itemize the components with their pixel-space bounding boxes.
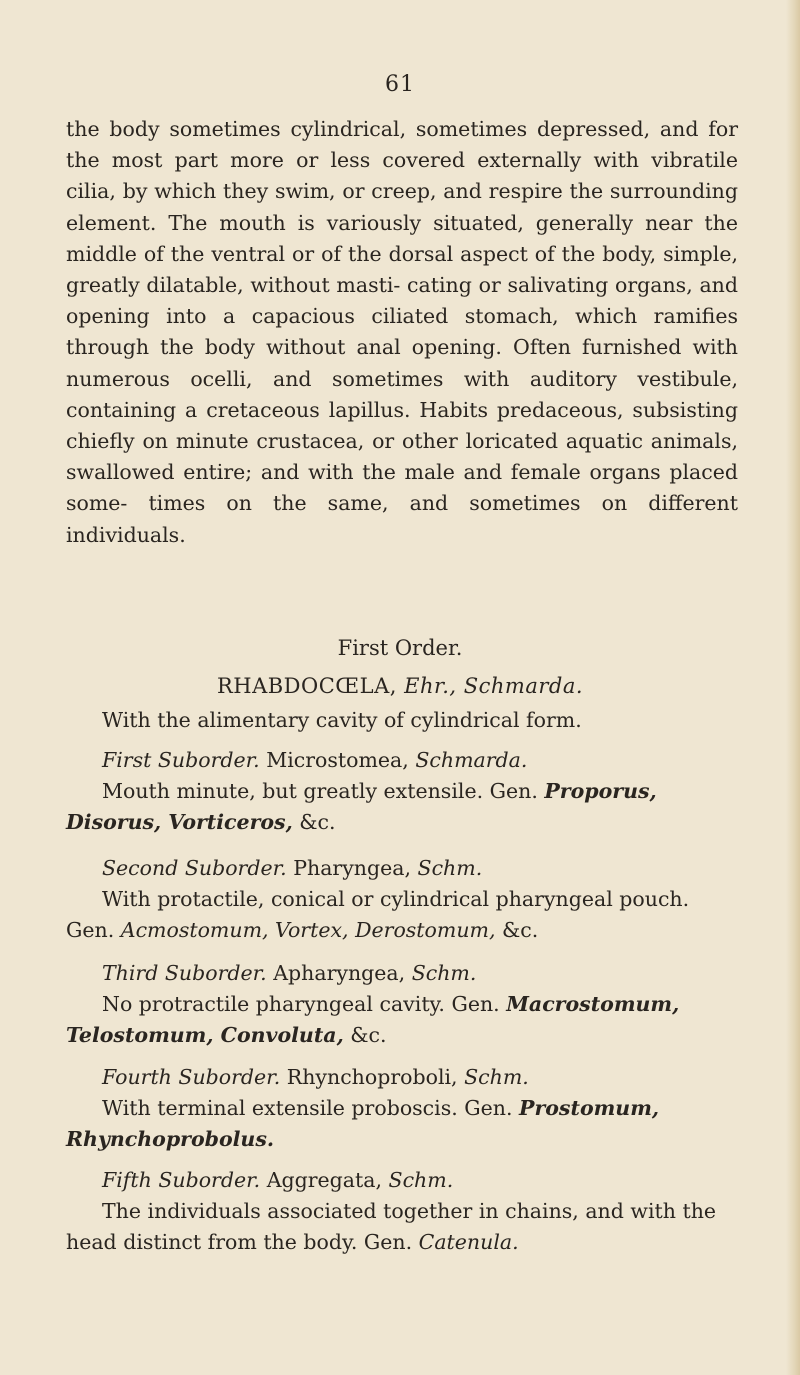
suborder-4 [66,1062,738,1156]
suborder-heading [66,745,738,776]
suborder-desc-lead: With terminal extensile proboscis. Gen. [102,1096,513,1121]
suborder-desc-lead: No protractile pharyngeal cavity. Gen. [102,992,500,1017]
suborder-name: Apharyngea, [273,961,406,985]
suborder-genera: Proporus, Disorus, Vorticeros, [66,779,657,835]
order-name-line [0,674,800,698]
suborder-desc-lead: Mouth minute, but greatly extensile. Gen. [102,779,538,804]
suborder-authority: Schm. [411,961,477,985]
suborder-3 [66,958,738,1052]
suborder-description [66,884,738,946]
suborder-name: Pharyngea, [293,856,411,880]
suborder-authority: Schm. [417,856,483,880]
suborder-tail: &c. [299,810,336,835]
suborder-description [66,1196,738,1258]
intro-text: the body sometimes cylindrical, sometimes depressed, and for the most part more or less covered externally with vibratile cilia, by which they swim, or creep, and respire the surrounding element. The mouth is variously situated, generally near the middle of the ventral or of the dorsal aspect of the body, simple, greatly dilatable, without masti- cating or salivating organs, and opening into a capacious ciliated stomach, which ramifies through the body without anal opening. Often furnished with numerous ocelli, and sometimes with auditory vestibule, containing a cretaceous lapillus. Habits predaceous, subsisting chiefly on minute crustacea, or other loricated aquatic animals, swallowed entire; and with the male and female organs placed some- times on the same, and sometimes on different individuals. [66,117,738,547]
suborder-desc-lead: The individuals associated together in chains, and with the head distinct from the body. Gen. [66,1199,717,1255]
page-number: 61 [385,72,415,97]
suborder-genera: Macrostomum, Telostomum, Convoluta, [66,992,680,1048]
suborder-tail: &c. [502,918,539,943]
suborder-label: Fourth Suborder. [102,1065,281,1089]
suborder-authority: Schmarda. [415,748,528,772]
order-name: RHABDOCŒLA, [216,674,397,698]
suborder-heading [66,1165,738,1196]
intro-paragraph [66,114,738,551]
suborder-1 [66,745,738,839]
suborder-label: Fifth Suborder. [102,1168,261,1192]
suborder-desc-lead: With protactile, conical or cylindrical pharyngeal pouch. Gen. [66,887,690,943]
order-heading: First Order. [337,636,463,660]
suborder-tail: &c. [350,1023,387,1048]
suborder-description [66,776,738,838]
suborder-heading [66,853,738,884]
suborder-genera: Prostomum, Rhynchoprobolus. [66,1096,660,1152]
suborder-label: Third Suborder. [102,961,267,985]
suborder-name: Microstomea, [266,748,409,772]
suborder-5 [66,1165,738,1259]
order-authority: Ehr., Schmarda. [404,674,584,698]
suborder-heading [66,1062,738,1093]
suborder-name: Rhynchoproboli, [286,1065,458,1089]
suborder-2 [66,853,738,947]
suborder-genera: Catenula. [418,1230,519,1255]
suborder-authority: Schm. [464,1065,529,1089]
suborder-description [66,989,738,1051]
order-description-block [66,705,738,736]
suborder-label: Second Suborder. [102,856,287,880]
suborder-authority: Schm. [388,1168,454,1192]
suborder-genera: Acmostomum, Vortex, Derostomum, [120,918,496,943]
order-description: With the alimentary cavity of cylindrical form. [102,708,582,732]
suborder-description [66,1093,738,1155]
suborder-name: Aggregata, [266,1168,382,1192]
suborder-label: First Suborder. [102,748,260,772]
suborder-heading [66,958,738,989]
